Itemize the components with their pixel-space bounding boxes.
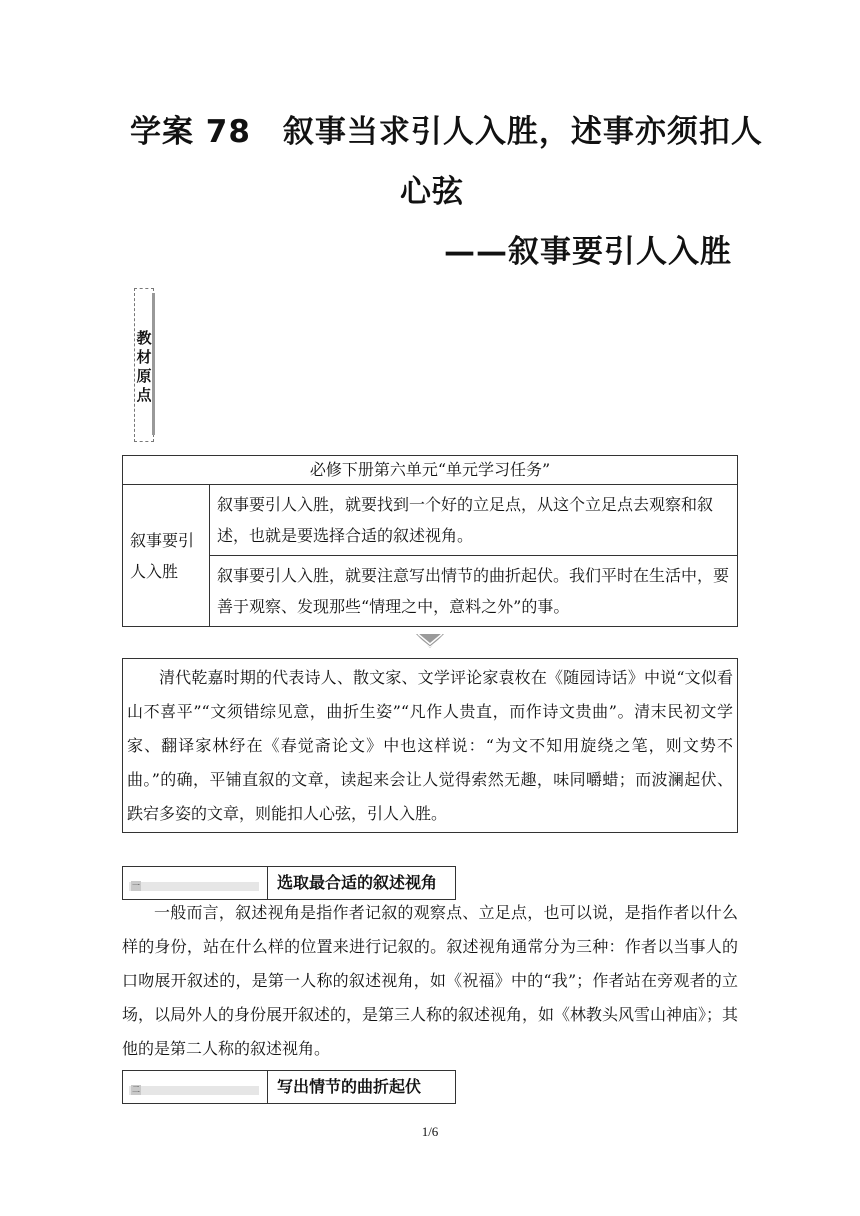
chevron-down-icon [416,632,444,650]
document-title-line-1: 学案 78 叙事当求引人入胜，述事亦须扣人 [130,114,763,150]
source-table-row-label: 叙事要引人入胜 [123,485,210,627]
source-table-header: 必修下册第六单元“单元学习任务” [123,456,738,485]
side-tab-textbook-origin [134,288,154,442]
side-tab-bar [152,293,155,435]
source-table-cell-2: 叙事要引人入胜，就要注意写出情节的曲折起伏。我们平时在生活中，要善于观察、发现那些“情理之中，意料之外”的事。 [210,556,738,627]
side-tab-label: 教材原点 [136,329,152,404]
section-header-1-number: 一 [132,881,140,890]
source-table-cell-1: 叙事要引人入胜，就要找到一个好的立足点，从这个立足点去观察和叙述，也就是要选择合适的叙述视角。 [210,485,738,556]
document-title-line-2: 心弦 [400,174,464,210]
section-header-2 [122,1070,456,1104]
section-header-1 [122,866,456,900]
section-header-1-tab [123,867,268,899]
section-header-2-number: 二 [132,1085,140,1094]
intro-quote-box: 清代乾嘉时期的代表诗人、散文家、文学评论家袁枚在《随园诗话》中说“文似看山不喜平”“文须错综见意，曲折生姿”“凡作人贵直，而作诗文贵曲”。清末民初文学家、翻译家林纾在《春觉斋论文》中也这样说：“为文不知用旋绕之笔，则文势不曲。”的确，平铺直叙的文章，读起来会让人觉得索然无趣，味同嚼蜡；而波澜起伏、跌宕多姿的文章，则能扣人心弦，引人入胜。 [122,658,738,833]
section-header-1-title: 选取最合适的叙述视角 [277,873,438,892]
document-subtitle: ——叙事要引人入胜 [444,234,732,270]
section-header-2-strip [129,1086,259,1095]
section-header-2-tab [123,1071,268,1103]
section-header-2-title: 写出情节的曲折起伏 [277,1077,422,1096]
source-table [122,455,738,627]
section-header-1-strip [129,882,259,891]
page-number: 1/6 [421,1124,439,1139]
section-1-body: 一般而言，叙述视角是指作者记叙的观察点、立足点，也可以说，是指作者以什么样的身份，站在什么样的位置来进行记叙的。叙述视角通常分为三种：作者以当事人的口吻展开叙述的，是第一人称的叙述视角，如《祝福》中的“我”；作者站在旁观者的立场，以局外人的身份展开叙述的，是第三人称的叙述视角，如《林教头风雪山神庙》；其他的是第二人称的叙述视角。 [122,903,739,1058]
